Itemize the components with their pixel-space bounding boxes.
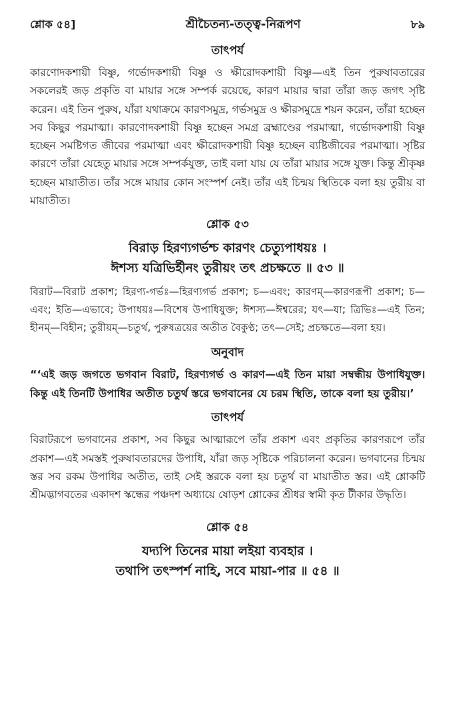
sanskrit-verse (30, 238, 425, 278)
bengali-verse (30, 541, 425, 581)
verse-line-1: বিরাড় হিরণ্যগর্ভশ্চ কারণং চেত্যুপাধয়ঃ । (128, 240, 327, 256)
translation-text: “‘এই জড় জগতে ভগবান বিরাট, হিরণ্যগর্ভ ও কারণ—এই তিন মায়া সম্বন্ধীয় উপাধিযুক্ত। কিন্তু এই তিনটি উপাধির অতীত চতুর্থ স্তরে ভগবানের যে চরম স্থিতি, তাকে বলা হয় তুরীয়।’ (30, 369, 425, 400)
verse-line-2: তথাপি তৎস্পর্শ নাহি, সবে মায়া-পার ॥ ৫৪ ॥ (115, 562, 340, 578)
translation-heading: অনুবাদ (211, 345, 244, 360)
verse-heading: শ্লোক ৫৩ (206, 217, 249, 232)
purport-text: কারণোদকশায়ী বিষ্ণু, গর্ভোদকশায়ী বিষ্ণু ও ক্ষীরোদকশায়ী বিষ্ণু—এই তিন পুরুষাবতারের সকলেরই জড় প্রকৃতি বা মায়ার সঙ্গে সম্পর্ক রয়েছে, কারণ মায়ার দ্বারা তাঁরা জড় জগৎ সৃষ্টি করেন। এই তিন পুরুষ, যাঁরা যথাক্রমে কারণসমুদ্র, গর্ভসমুদ্র ও ক্ষীরসমুদ্রে শয়ন করেন, তাঁরা হচ্ছেন সব কিছুর পরমাত্মা। কারণোদকশায়ী বিষ্ণু হচ্ছেন সমগ্র ব্রহ্মাণ্ডের পরমাত্মা, গর্ভোদকশায়ী বিষ্ণু হচ্ছেন সমষ্টিগত জীবের পরমাত্মা এবং ক্ষীরোদকশায়ী বিষ্ণু হচ্ছেন ব্যষ্টিজীবের পরমাত্মা। সৃষ্টির কারণে তাঁরা যেহেতু মায়ার সঙ্গে সম্পর্কযুক্ত, তাই বলা যায় যে তাঁরা মায়ার সঙ্গে যুক্ত। কিন্তু শ্রীকৃষ্ণ হচ্ছেন মায়াতীত। তাঁর সঙ্গে মায়ার কোন সংস্পর্শ নেই। তাঁর এই চিন্ময় স্থিতিকে বলা হয় তুরীয় বা মায়াতীত। (30, 67, 425, 208)
verse-line-2: ঈশস্য যত্রিভির্হীনং তুরীয়ং তৎ প্রচক্ষতে ॥ ৫৩ ॥ (110, 260, 345, 276)
purport-section-2 (30, 409, 425, 504)
running-head (30, 0, 425, 36)
chapter-title: শ্রীচৈতন্য-তত্ত্ব-নিরূপণ (185, 17, 301, 31)
page-number: ৮৯ (410, 18, 425, 31)
verse-heading: শ্লোক ৫৪ (206, 519, 249, 534)
verse-53-section (30, 216, 425, 403)
purport-heading: তাৎপর্য (211, 43, 244, 57)
purport-section-1 (30, 42, 425, 210)
verse-54-section (30, 519, 425, 581)
purport-heading: তাৎপর্য (211, 410, 244, 425)
verse-line-1: যদ্যপি তিনের মায়া লইয়া ব্যবহার । (142, 542, 313, 558)
verse-reference: শ্লোক ৫৪] (30, 18, 76, 31)
purport-text: বিরাটরূপে ভগবানের প্রকাশ, সব কিছুর আত্মারূপে তাঁর প্রকাশ এবং প্রকৃতির কারণরূপে তাঁর প্রকাশ—এই সমস্তই পুরুষাবতারদের উপাধি, যাঁরা জড় সৃষ্টিকে পরিচালনা করেন। ভগবানের চিন্ময় স্তর সব রকম উপাধির অতীত, তাই সেই স্তরকে বলা হয় চতুর্থ বা মায়াতীত স্তর। এই শ্লোকটি শ্রীমদ্ভাগবতের একাদশ স্কন্ধের পঞ্চদশ অধ্যায়ে ষোড়শ শ্লোকের শ্রীধর স্বামী কৃত টীকার উদ্ধৃতি। (30, 434, 425, 502)
word-for-word-gloss: বিরাট—বিরাট প্রকাশ; হিরণ্য-গর্ভঃ—হিরণ্যগর্ভ প্রকাশ; চ—এবং; কারণম্—কারণরূপী প্রকাশ; চ—এবং; ইতি—এভাবে; উপাধয়ঃ—বিশেষ উপাধিযুক্ত; ঈশস্য—ঈশ্বরের; যৎ—যা; ত্রিভিঃ—এই তিন; হীনম্—বিহীন; তুরীয়ম্—চতুর্থ, পুরুষত্রয়ের অতীত বৈকুণ্ঠ; তৎ—সেই; প্রচক্ষতে—বলা হয়। (30, 287, 425, 335)
